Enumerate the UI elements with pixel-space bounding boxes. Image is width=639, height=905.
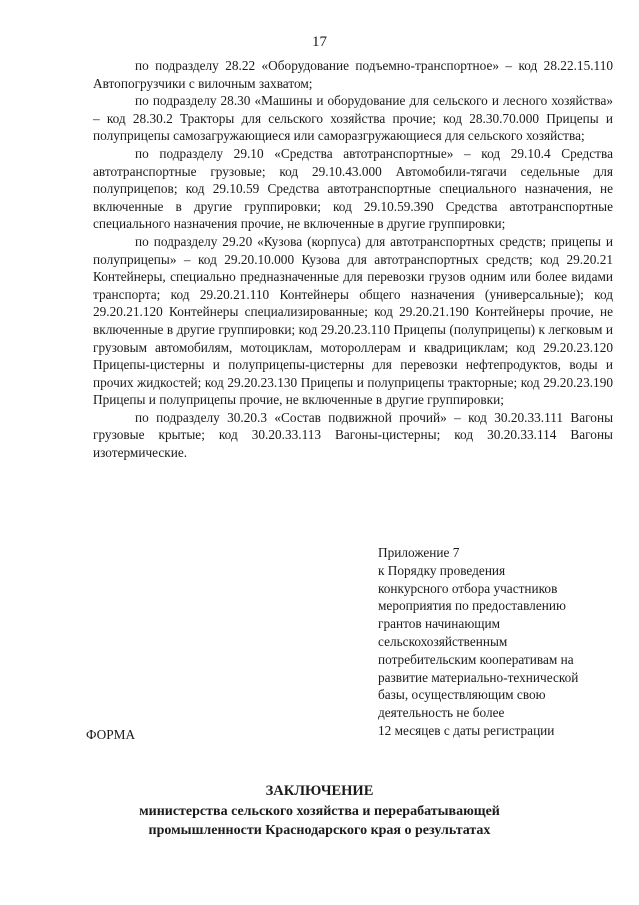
conclusion-subtitle — [0, 802, 639, 840]
appendix-line: потребительским кооперативам на — [378, 651, 574, 667]
conclusion-title: ЗАКЛЮЧЕНИЕ — [265, 783, 374, 799]
appendix-line: сельскохозяйственным — [378, 633, 508, 649]
paragraph-29-10: по подразделу 29.10 «Средства автотранспортные» – код 29.10.4 Средства автотранспортные грузовые; код 29.10.43.000 Автомобили-тягачи седельные для полуприцепов; код 29.10.59 Средства автотранспортные специального назначения, не включенные в другие группировки; код 29.10.59.390 Средства автотранспортные специального назначения прочие, не включенные в другие группировки; — [93, 145, 613, 232]
body-text — [93, 57, 613, 462]
appendix-line: деятельность не более — [378, 705, 505, 721]
appendix-line: Приложение 7 — [378, 545, 460, 560]
appendix-line: конкурсного отбора участников — [378, 580, 558, 596]
appendix-line: базы, осуществляющим свою — [378, 687, 546, 703]
conclusion-subtitle-line: министерства сельского хозяйства и перерабатывающей — [139, 804, 500, 819]
paragraph-29-20: по подразделу 29.20 «Кузова (корпуса) для автотранспортных средств; прицепы и полуприцепы» – код 29.20.10.000 Кузова для автотранспортных средств; код 29.20.21 Контейнеры, специально предназначенные для перевозки грузов одним или более видами транспорта; код 29.20.21.110 Контейнеры общего назначения (универсальные); код 29.20.21.120 Контейнеры специализированные; код 29.20.21.190 Контейнеры прочие, не включенные в другие группировки; код 29.20.23.110 Прицепы (полуприцепы) к легковым и грузовым автомобилям, мотоциклам, мотороллерам и квадрициклам; код 29.20.23.120 Прицепы-цистерны и полуприцепы-цистерны для перевозки нефтепродуктов, воды и прочих жидкостей; код 29.20.23.130 Прицепы и полуприцепы тракторные; код 29.20.23.190 Прицепы и полуприцепы прочие, не включенные в другие группировки; — [93, 233, 613, 408]
appendix-line: развитие материально-технической — [378, 669, 579, 685]
paragraph-30-20-3: по подразделу 30.20.3 «Состав подвижной прочий» – код 30.20.33.111 Вагоны грузовые крытые; код 30.20.33.113 Вагоны-цистерны; код 30.20.33.114 Вагоны изотермические. — [93, 409, 613, 461]
paragraph-28-30: по подразделу 28.30 «Машины и оборудование для сельского и лесного хозяйства» – код 28.30.2 Тракторы для сельского хозяйства прочие; код 28.30.70.000 Прицепы и полуприцепы самозагружающиеся или саморазгружающиеся для сельского хозяйства; — [93, 93, 613, 144]
conclusion-subtitle-line: промышленности Краснодарского края о результатах — [148, 823, 491, 838]
appendix-line: 12 месяцев с даты регистрации — [378, 722, 555, 738]
paragraph-28-22: по подразделу 28.22 «Оборудование подъемно-транспортное» – код 28.22.15.110 Автопогрузчики с вилочным захватом; — [93, 58, 613, 91]
appendix-line: к Порядку проведения — [378, 562, 506, 578]
appendix-line: грантов начинающим — [378, 616, 501, 632]
page-number: 17 — [312, 34, 327, 50]
appendix-header — [378, 544, 618, 740]
forma-label: ФОРМА — [86, 727, 136, 742]
appendix-line: мероприятия по предоставлению — [378, 598, 566, 614]
